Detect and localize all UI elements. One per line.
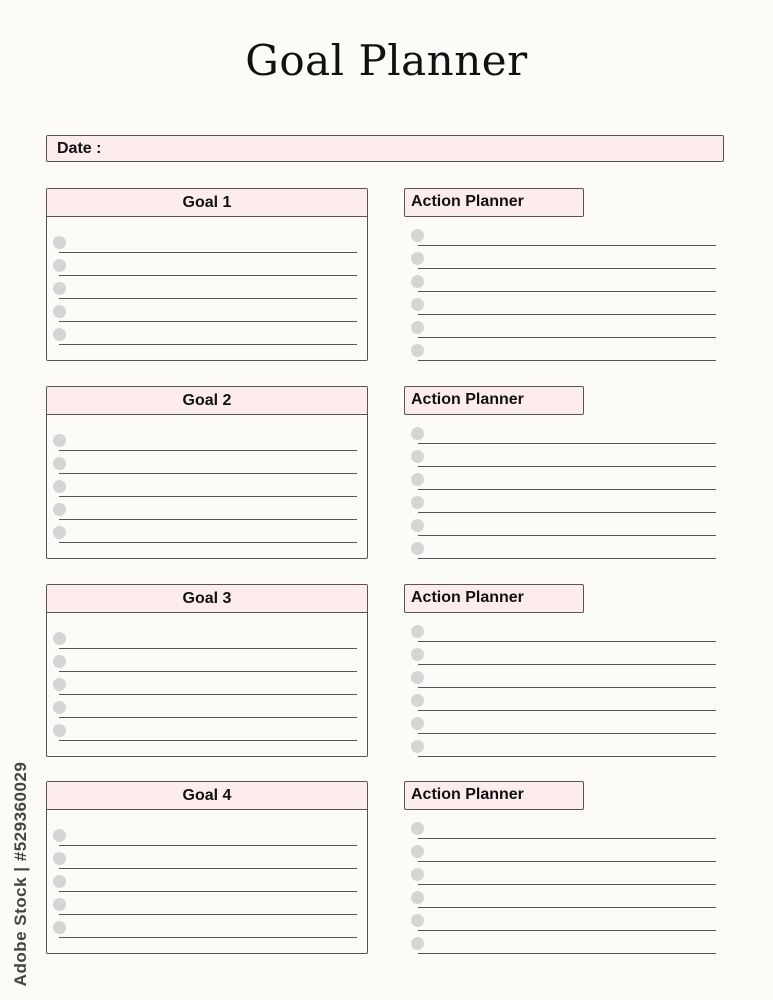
writing-line[interactable] [59, 450, 357, 451]
action-planner-header: Action Planner [404, 781, 584, 810]
goal-lines [47, 217, 367, 357]
writing-line[interactable] [418, 756, 716, 757]
writing-line[interactable] [418, 884, 716, 885]
bullet-circle [53, 305, 66, 318]
writing-line[interactable] [418, 314, 716, 315]
goal-header: Goal 2 [47, 387, 367, 415]
writing-line[interactable] [418, 291, 716, 292]
writing-line[interactable] [418, 268, 716, 269]
writing-line[interactable] [59, 344, 357, 345]
bullet-circle [53, 259, 66, 272]
bullet-circle [411, 648, 424, 661]
bullet-circle [411, 822, 424, 835]
writing-line[interactable] [418, 930, 716, 931]
writing-line[interactable] [418, 360, 716, 361]
writing-line[interactable] [418, 861, 716, 862]
goal-header: Goal 3 [47, 585, 367, 613]
writing-line[interactable] [59, 845, 357, 846]
goal-lines [47, 415, 367, 555]
goal-lines [47, 613, 367, 753]
bullet-circle [53, 236, 66, 249]
date-field[interactable] [46, 135, 724, 162]
writing-line[interactable] [418, 245, 716, 246]
bullet-circle [411, 717, 424, 730]
writing-line[interactable] [59, 868, 357, 869]
writing-line[interactable] [418, 664, 716, 665]
action-planner-header: Action Planner [404, 386, 584, 415]
writing-line[interactable] [418, 838, 716, 839]
stock-watermark [10, 760, 32, 990]
bullet-circle [411, 740, 424, 753]
writing-line[interactable] [418, 641, 716, 642]
action-planner-lines [404, 622, 724, 772]
bullet-circle [411, 473, 424, 486]
bullet-circle [411, 229, 424, 242]
writing-line[interactable] [59, 473, 357, 474]
writing-line[interactable] [418, 512, 716, 513]
writing-line[interactable] [59, 891, 357, 892]
bullet-circle [411, 845, 424, 858]
writing-line[interactable] [59, 519, 357, 520]
bullet-circle [53, 898, 66, 911]
action-planner-lines [404, 226, 724, 376]
writing-line[interactable] [418, 710, 716, 711]
bullet-circle [53, 282, 66, 295]
bullet-circle [53, 503, 66, 516]
bullet-circle [53, 701, 66, 714]
writing-line[interactable] [59, 542, 357, 543]
bullet-circle [411, 671, 424, 684]
writing-line[interactable] [418, 558, 716, 559]
bullet-circle [411, 891, 424, 904]
bullet-circle [411, 450, 424, 463]
bullet-circle [53, 655, 66, 668]
writing-line[interactable] [418, 535, 716, 536]
writing-line[interactable] [59, 275, 357, 276]
bullet-circle [411, 275, 424, 288]
page-title: Goal Planner [245, 36, 528, 85]
action-planner-header: Action Planner [404, 188, 584, 217]
bullet-circle [53, 921, 66, 934]
action-planner-header: Action Planner [404, 584, 584, 613]
bullet-circle [411, 427, 424, 440]
goal-lines [47, 810, 367, 950]
bullet-circle [411, 868, 424, 881]
bullet-circle [53, 632, 66, 645]
bullet-circle [411, 252, 424, 265]
writing-line[interactable] [59, 321, 357, 322]
writing-line[interactable] [59, 717, 357, 718]
writing-line[interactable] [59, 496, 357, 497]
bullet-circle [53, 829, 66, 842]
bullet-circle [53, 457, 66, 470]
writing-line[interactable] [418, 687, 716, 688]
writing-line[interactable] [418, 489, 716, 490]
bullet-circle [53, 678, 66, 691]
bullet-circle [411, 321, 424, 334]
writing-line[interactable] [418, 953, 716, 954]
bullet-circle [411, 694, 424, 707]
writing-line[interactable] [59, 671, 357, 672]
bullet-circle [53, 852, 66, 865]
bullet-circle [411, 914, 424, 927]
goal-box-2 [46, 386, 368, 559]
action-planner-lines [404, 819, 724, 969]
writing-line[interactable] [418, 337, 716, 338]
bullet-circle [53, 480, 66, 493]
writing-line[interactable] [418, 907, 716, 908]
writing-line[interactable] [59, 740, 357, 741]
goal-header: Goal 1 [47, 189, 367, 217]
writing-line[interactable] [418, 733, 716, 734]
writing-line[interactable] [418, 466, 716, 467]
bullet-circle [411, 937, 424, 950]
action-planner-lines [404, 424, 724, 574]
bullet-circle [411, 496, 424, 509]
bullet-circle [411, 298, 424, 311]
writing-line[interactable] [59, 937, 357, 938]
goal-header: Goal 4 [47, 782, 367, 810]
bullet-circle [411, 519, 424, 532]
watermark-text: Adobe Stock | #529360029 [11, 761, 30, 987]
writing-line[interactable] [59, 694, 357, 695]
writing-line[interactable] [59, 298, 357, 299]
goal-box-3 [46, 584, 368, 757]
bullet-circle [411, 625, 424, 638]
goal-box-1 [46, 188, 368, 361]
bullet-circle [411, 344, 424, 357]
bullet-circle [53, 434, 66, 447]
bullet-circle [53, 526, 66, 539]
bullet-circle [53, 328, 66, 341]
bullet-circle [53, 875, 66, 888]
writing-line[interactable] [59, 914, 357, 915]
date-label: Date : [57, 140, 102, 157]
goal-box-4 [46, 781, 368, 954]
writing-line[interactable] [418, 443, 716, 444]
writing-line[interactable] [59, 252, 357, 253]
bullet-circle [411, 542, 424, 555]
bullet-circle [53, 724, 66, 737]
writing-line[interactable] [59, 648, 357, 649]
